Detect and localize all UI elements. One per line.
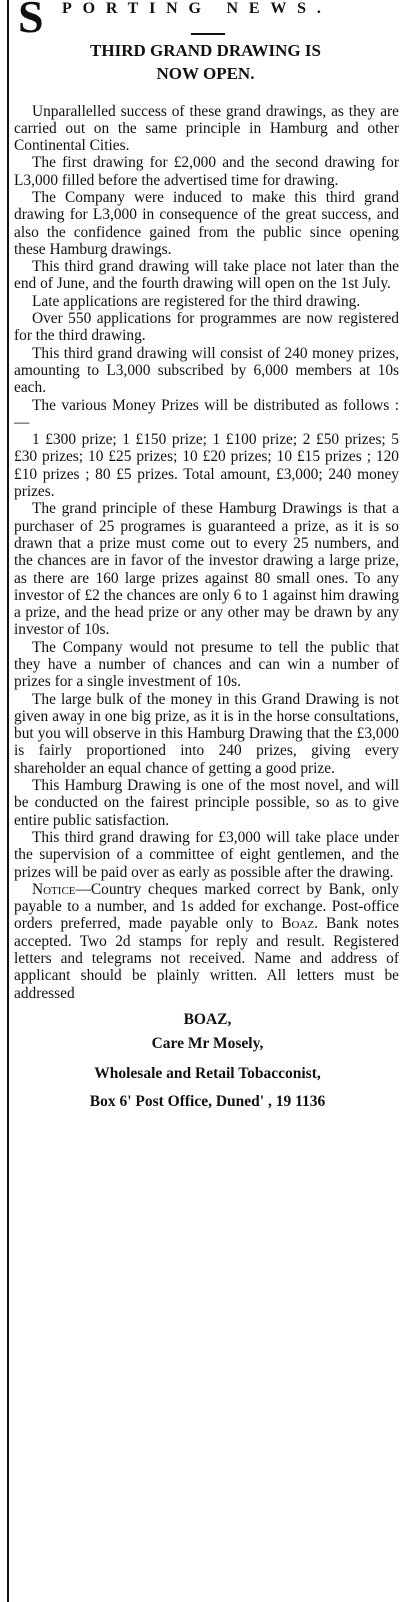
- masthead: [14, 0, 401, 42]
- headline-line-1: THIRD GRAND DRAWING IS: [90, 40, 321, 60]
- notice-text-2: . Bank notes accepted. Two 2d stamps for reply and result. Registered letters and telegrams not received. Name and address of applicant should be plainly written. All letters must be addressed: [14, 915, 399, 1002]
- masthead-dropcap: S: [18, 0, 44, 42]
- paragraph: The first drawing for £2,000 and the second drawing for L3,000 filled before the advertised time for drawing.: [14, 154, 399, 189]
- prize-list: 1 £300 prize; 1 £150 prize; 1 £100 prize; 2 £50 prizes; 5 £30 prizes; 10 £25 prizes; 10 £20 prizes; 10 £15 prizes ; 120 £10 prizes ; 80 £5 prizes. Total amount, £3,000; 240 money prizes.: [14, 431, 399, 501]
- paragraph: Over 550 applications for programmes are now registered for the third drawing.: [14, 310, 399, 345]
- paragraph: The large bulk of the money in this Grand Drawing is not given away in one big prize, as it is in the horse consultations, but you will observe in this Hamburg Drawing that the £3,000 is fairly proportioned into 240 prizes, giving every shareholder an equal chance of getting a good prize.: [14, 690, 399, 777]
- paragraph: This third grand drawing will consist of 240 money prizes, amounting to L3,000 subscribed by 6,000 members at 10s each.: [14, 344, 399, 397]
- masthead-title: PORTING NEWS.: [62, 0, 332, 17]
- paragraph: The grand principle of these Hamburg Drawings is that a purchaser of 25 programes is guaranteed a prize, as it is so drawn that a prize must come out to every 25 numbers, and the chances are in favor of the investor drawing a large prize, as there are 160 large prizes against 80 small ones. To any investor of £2 the chances are only 6 to 1 against him drawing a prize, and the head prize or any other may be drawn by any investor of 10s.: [14, 500, 399, 639]
- signature-business: Wholesale and Retail Tobacconist,: [94, 1064, 321, 1082]
- notice-boaz: Boaz: [281, 915, 315, 933]
- notice-paragraph: [14, 881, 399, 1002]
- paragraph: This third grand drawing for £3,000 will take place under the supervision of a committee of eight gentlemen, and the prizes will be paid over as early as possible after the drawing.: [14, 828, 399, 881]
- notice-label: Notice: [32, 880, 76, 898]
- paragraph: The Company were induced to make this third grand drawing for L3,000 in consequence of the great success, and also the confidence gained from the public since opening these Hamburg drawings.: [14, 188, 399, 258]
- paragraph: The various Money Prizes will be distributed as follows :—: [14, 396, 399, 431]
- article-body: [14, 103, 401, 1002]
- paragraph: This Hamburg Drawing is one of the most novel, and will be conducted on the fairest principle possible, so as to give entire public satisfaction.: [14, 777, 399, 829]
- paragraph: The Company would not presume to tell the public that they have a number of chances and can win a number of prizes for a single investment of 10s.: [14, 638, 399, 691]
- headline-line-2: NOW OPEN.: [156, 63, 255, 83]
- signature-care: Care Mr Mosely,: [151, 1034, 264, 1052]
- signature-address: Box 6' Post Office, Duned' , 19 1136: [89, 1092, 326, 1110]
- notice-text: —Country cheques marked correct by Bank, only payable to a number, and 1s added for exchange. Post-office orders preferred, made payable only to: [14, 880, 399, 933]
- paragraph: Unparallelled success of these grand drawings, as they are carried out on the same principle in Hamburg and other Continental Cities.: [14, 102, 399, 155]
- paragraph: This third grand drawing will take place not later than the end of June, and the fourth drawing will open on the 1st July.: [14, 258, 399, 293]
- signature-name: BOAZ,: [183, 1010, 232, 1028]
- paragraph: Late applications are registered for the third drawing.: [32, 292, 361, 310]
- column-rule: [7, 0, 9, 1602]
